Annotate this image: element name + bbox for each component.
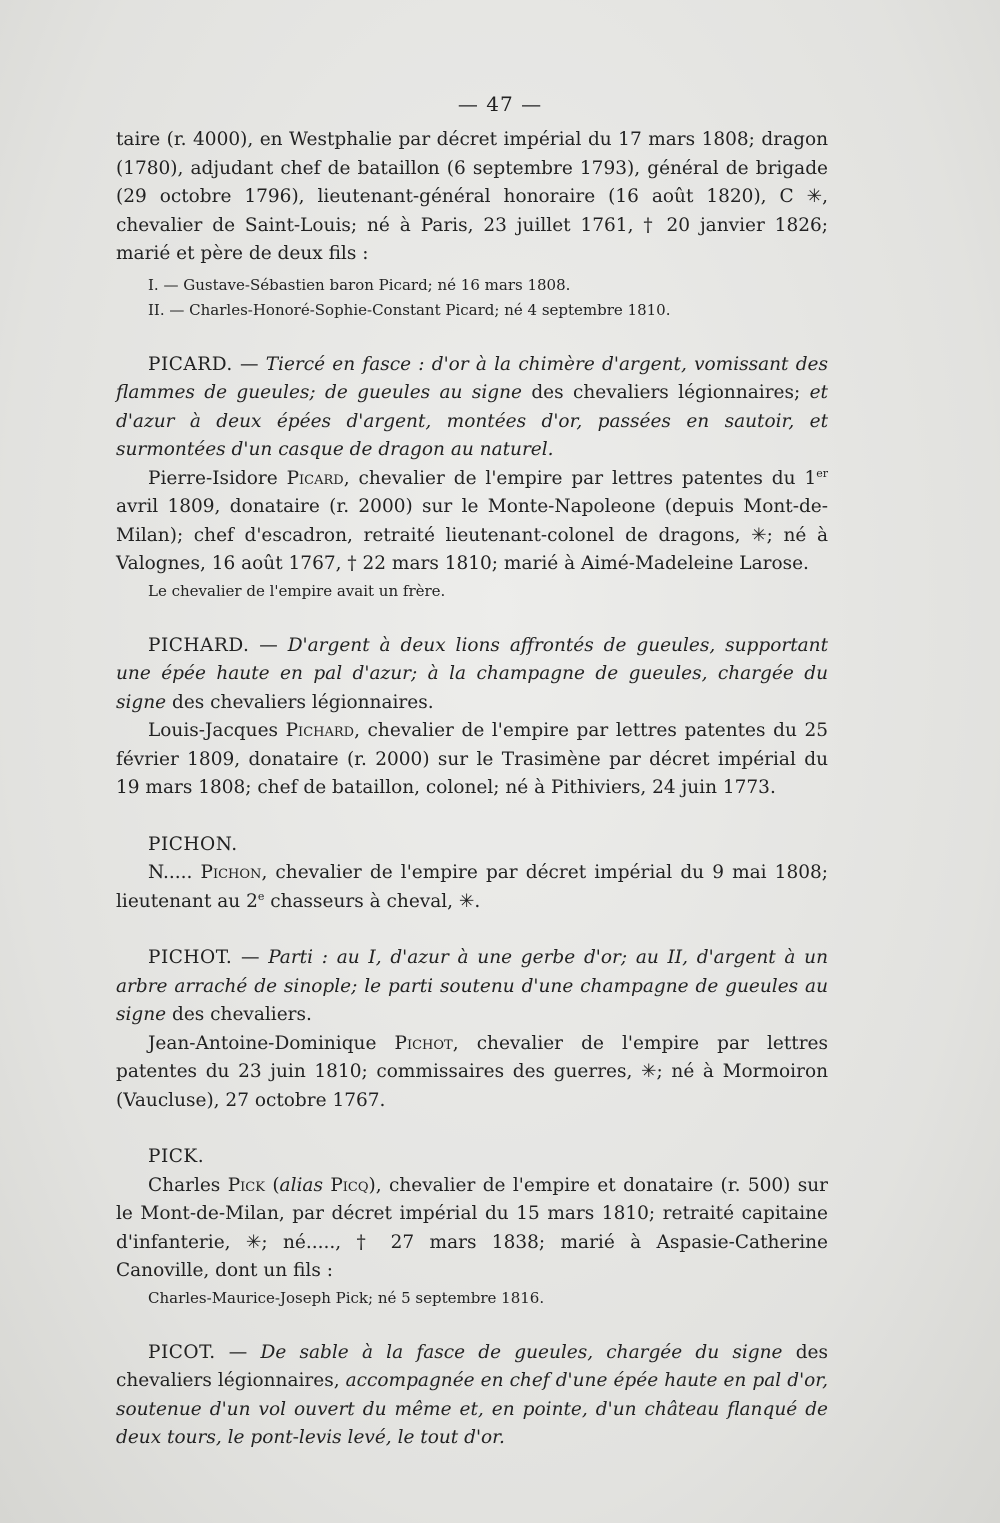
entry-name: PICHARD.	[148, 634, 250, 656]
bio-text: N.....	[148, 862, 201, 883]
intro-paragraph: taire (r. 4000), en Westphalie par décret impérial du 17 mars 1808; dragon (1780), adjudant chef de bataillon (6 septembre 1793), général de brigade (29 octobre 1796), lieutenant-général honoraire (16 août 1820), C ✳, chevalier de Saint-Louis; né à Paris, 23 juillet 1761, † 20 janvier 1826; marié et père de deux fils :	[116, 129, 828, 264]
blazon-text: De sable à la fasce de gueules, chargée du signe	[260, 1341, 783, 1363]
bio-text: (	[264, 1174, 280, 1196]
bio-text: chasseurs à cheval, ✳.	[264, 890, 481, 912]
dash: —	[249, 634, 288, 656]
entry-pichard-blazon	[116, 632, 828, 718]
entry-picard-blazon	[116, 351, 828, 465]
entry-picot-blazon	[116, 1339, 828, 1453]
bio-text: , chevalier de l'empire par lettres patentes du 1	[343, 467, 817, 489]
bio-text: Louis-Jacques	[148, 720, 286, 741]
entry-name: PICHOT.	[148, 947, 233, 968]
surname-alias: Picq	[330, 1174, 369, 1196]
blazon-plain-text: des chevaliers légionnaires,	[116, 1341, 828, 1391]
entry-name: PICHON.	[148, 833, 238, 855]
list-item: II. — Charles-Honoré-Sophie-Constant Picard; né 4 septembre 1810.	[148, 300, 671, 319]
bio-text: avril 1809, donataire (r. 2000) sur le Monte-Napoleone (depuis Mont-de-Milan); chef d'escadron, retraité lieutenant-colonel de dragons, ✳; né à Valognes, 16 août 1767, † 22 mars 1810; marié à Aimé-Madeleine Larose.	[116, 496, 828, 574]
entry-pick-heading	[116, 1143, 828, 1172]
entry-name: PICOT.	[148, 1341, 216, 1363]
entry-pick-son: Charles-Maurice-Joseph Pick; né 5 septembre 1816.	[148, 1288, 545, 1307]
entry-picard-biography	[116, 465, 828, 579]
surname: Picard	[286, 467, 344, 489]
blazon-plain-text: des chevaliers légionnaires;	[521, 382, 810, 403]
blazon-text: Parti : au I, d'azur à une gerbe d'or; au II, d'argent à un arbre arraché de sinople; le parti soutenu d'une champagne de gueules au signe	[116, 947, 828, 1025]
dash: —	[232, 947, 269, 968]
dash: —	[232, 353, 266, 375]
entry-pick-biography	[116, 1172, 828, 1286]
entry-pichon-biography	[116, 859, 828, 916]
superscript: e	[257, 889, 265, 903]
bio-text: , chevalier de l'empire par décret impérial du 9 mai 1808; lieutenant au 2	[116, 862, 828, 912]
entry-pichot-biography	[116, 1030, 828, 1116]
page-number: — 47 —	[457, 92, 543, 116]
blazon-text: accompagnée en chef d'une épée haute en pal d'or, soutenue d'un vol ouvert du même et, en pointe, d'un château flanqué de deux tours, le pont-levis levé, le tout d'or.	[116, 1370, 828, 1448]
surname: Pick	[227, 1174, 265, 1196]
blazon-plain-text: des chevaliers.	[166, 1004, 312, 1025]
list-item: I. — Gustave-Sébastien baron Picard; né 16 mars 1808.	[148, 275, 571, 294]
bio-text: Charles	[148, 1174, 228, 1196]
bio-text: , chevalier de l'empire par lettres patentes du 23 juin 1810; commissaires des guerres, ✳; né à Mormoiron (Vaucluse), 27 octobre 1767.	[116, 1032, 828, 1111]
entry-pichot-blazon	[116, 944, 828, 1030]
entry-name: PICK.	[148, 1146, 205, 1167]
bio-text: Pierre-Isidore	[148, 467, 287, 489]
surname: Pichot	[394, 1032, 453, 1054]
blazon-text: D'argent à deux lions affrontés de gueules, supportant une épée haute en pal d'azur; à la champagne de gueules, chargée du signe	[116, 634, 829, 713]
entry-pichard-biography	[116, 717, 828, 803]
blazon-plain-text: des chevaliers légionnaires.	[166, 691, 434, 713]
sons-list	[116, 273, 828, 323]
dash: —	[215, 1341, 261, 1363]
bio-text: , chevalier de l'empire par lettres patentes du 25 février 1809, donataire (r. 2000) sur le Trasimène par décret impérial du 19 mars 1808; chef de bataillon, colonel; né à Pithiviers, 24 juin 1773.	[116, 720, 828, 798]
alias-label: alias	[279, 1174, 323, 1196]
entry-name: PICARD.	[148, 353, 233, 375]
bio-text: Jean-Antoine-Dominique	[148, 1032, 395, 1054]
superscript: er	[816, 466, 828, 480]
surname: Pichon	[200, 862, 262, 883]
blazon-text: Tiercé en fasce : d'or à la chimère d'argent, vomissant des flammes de gueules; de gueules au signe	[116, 353, 828, 403]
bio-text: ), chevalier de l'empire et donataire (r. 500) sur le Mont-de-Milan, par décret impérial du 15 mars 1810; retraité capitaine d'infanterie, ✳; né....., † 27 mars 1838; marié à Aspasie-Catherine Canoville, dont un fils :	[116, 1174, 828, 1281]
surname: Pichard	[285, 720, 355, 741]
blazon-text: et d'azur à deux épées d'argent, montées d'or, passées en sautoir, et surmontées d'un casque de dragon au naturel.	[116, 382, 828, 460]
entry-pichon-heading	[116, 831, 828, 860]
page-body	[116, 126, 828, 1453]
entry-picard-note: Le chevalier de l'empire avait un frère.	[148, 581, 446, 600]
